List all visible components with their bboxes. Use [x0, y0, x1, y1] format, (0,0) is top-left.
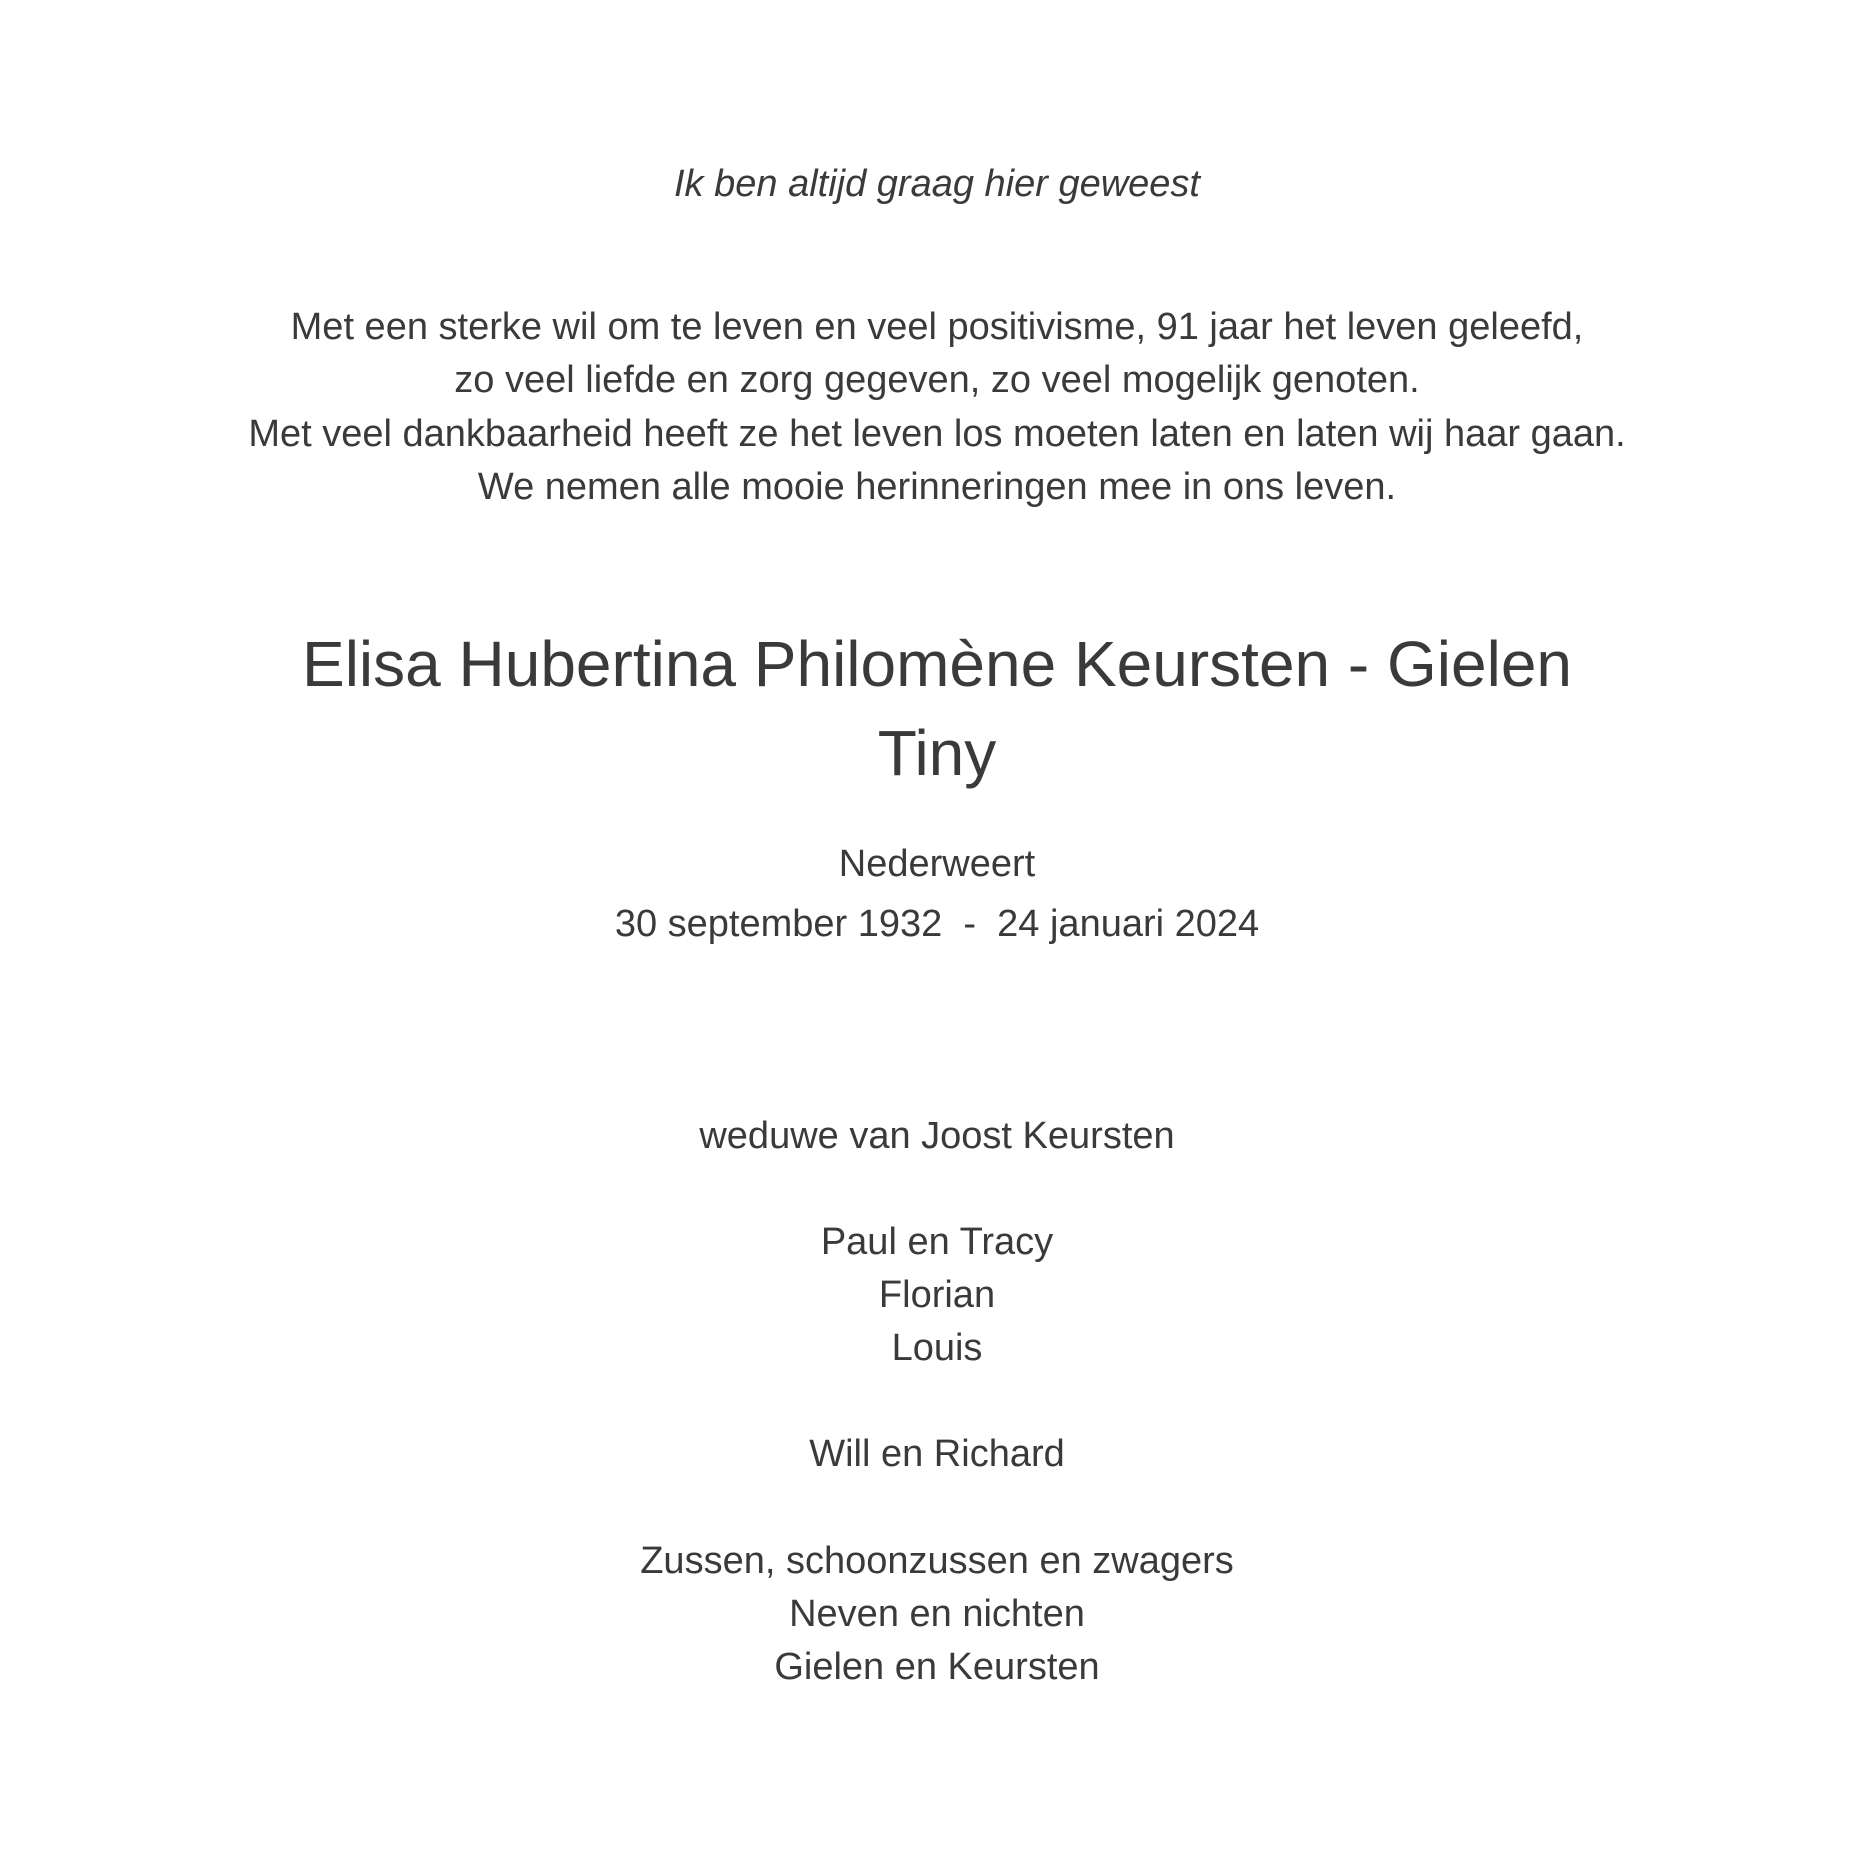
intro-line: zo veel liefde en zorg gegeven, zo veel mogelijk genoten. [454, 359, 1420, 401]
family-member: Gielen en Keursten [774, 1646, 1100, 1688]
family-member: Neven en nichten [789, 1593, 1085, 1635]
family-member: Paul en Tracy [820, 1221, 1054, 1263]
spouse-line: weduwe van Joost Keursten [699, 1115, 1175, 1157]
motto: Ik ben altijd graag hier geweest [674, 163, 1200, 205]
place-of-residence: Nederweert [838, 843, 1036, 885]
intro-line: We nemen alle mooie herinneringen mee in ons leven. [477, 466, 1397, 508]
deceased-nickname: Tiny [877, 717, 997, 789]
family-member: Louis [891, 1327, 983, 1369]
intro-line: Met een sterke wil om te leven en veel positivisme, 91 jaar het leven geleefd, [290, 306, 1584, 348]
family-member: Florian [878, 1274, 996, 1316]
intro-line: Met veel dankbaarheid heeft ze het leven los moeten laten en laten wij haar gaan. [248, 413, 1626, 455]
deceased-name: Elisa Hubertina Philomène Keursten - Gielen [302, 628, 1572, 700]
life-dates: 30 september 1932 - 24 januari 2024 [614, 903, 1260, 945]
family-member: Zussen, schoonzussen en zwagers [640, 1540, 1234, 1582]
family-member: Will en Richard [809, 1433, 1065, 1475]
